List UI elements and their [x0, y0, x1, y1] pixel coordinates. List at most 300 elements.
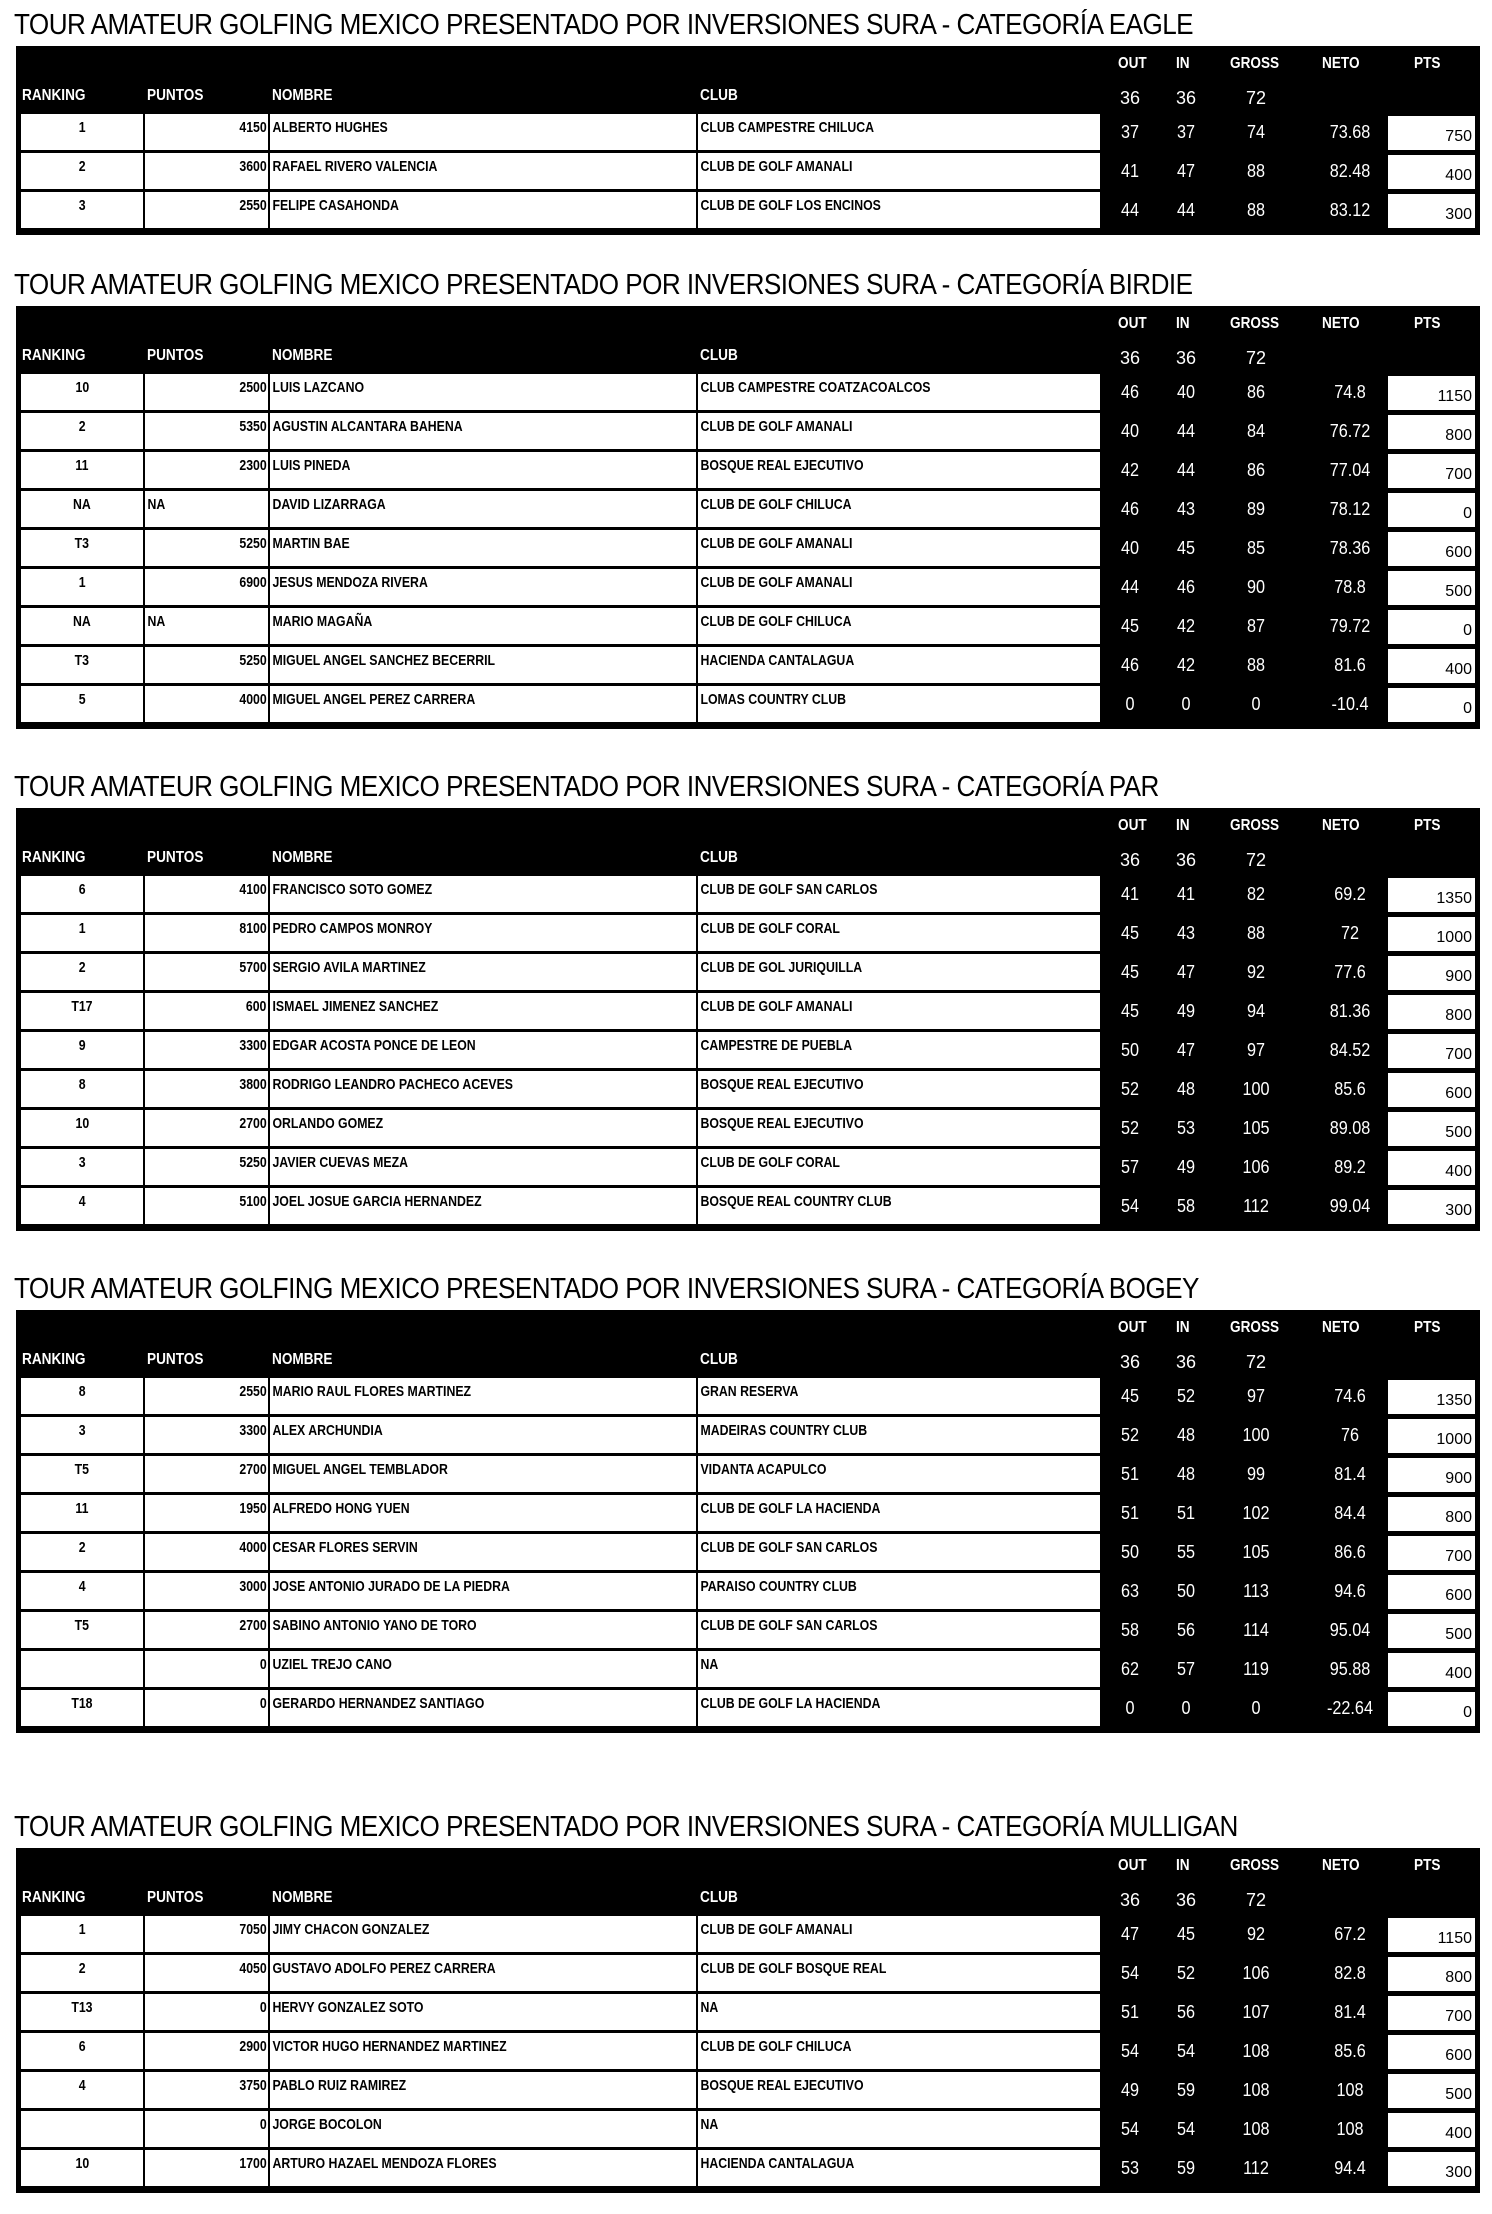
header-gross: GROSS: [1230, 315, 1280, 332]
out-score: 57: [1120, 1157, 1140, 1177]
club-cell: [698, 2072, 1100, 2108]
header-par-gross: 72: [1245, 88, 1267, 108]
puntos-cell: [145, 1188, 268, 1224]
gross-score: 92: [1246, 962, 1266, 982]
puntos-cell: [145, 1573, 268, 1609]
puntos-cell-text: 0: [259, 1999, 267, 2016]
club-cell: [698, 1651, 1100, 1687]
header-par-out: 36: [1119, 348, 1141, 368]
neto-score: 108: [1336, 2119, 1364, 2139]
player-name-cell-text: UZIEL TREJO CANO: [272, 1656, 392, 1673]
out-score: 46: [1120, 382, 1140, 402]
puntos-cell: [145, 1690, 268, 1726]
ranking-cell-text: 2: [78, 418, 86, 435]
table-row: [16, 114, 1480, 153]
pts-cell: [1388, 1692, 1475, 1726]
ranking-cell: [21, 993, 143, 1029]
neto-score: 95.04: [1329, 1620, 1371, 1640]
player-name-cell: [270, 1612, 696, 1648]
out-score: 45: [1120, 962, 1140, 982]
player-name-cell: [270, 647, 696, 683]
player-name-cell-text: MARTIN BAE: [272, 535, 350, 552]
ranking-cell: [21, 1456, 143, 1492]
club-cell-text: CAMPESTRE DE PUEBLA: [700, 1037, 853, 1054]
neto-score: 86.6: [1334, 1542, 1366, 1562]
club-cell-text: CLUB DE GOLF AMANALI: [700, 1921, 853, 1938]
gross-score: 97: [1246, 1040, 1266, 1060]
player-name-cell: [270, 2072, 696, 2108]
player-name-cell-text: ARTURO HAZAEL MENDOZA FLORES: [272, 2155, 497, 2172]
puntos-cell: [145, 608, 268, 644]
club-cell: [698, 1110, 1100, 1146]
club-cell: [698, 491, 1100, 527]
neto-score: 77.04: [1329, 460, 1371, 480]
player-name-cell: [270, 876, 696, 912]
category-title: TOUR AMATEUR GOLFING MEXICO PRESENTADO POR INVERSIONES SURA - CATEGORÍA BOGEY: [14, 1273, 1199, 1305]
puntos-cell: [145, 686, 268, 722]
ranking-cell: [21, 1188, 143, 1224]
ranking-cell-text: 8: [78, 1383, 86, 1400]
player-name-cell: [270, 1916, 696, 1952]
header-club: CLUB: [700, 87, 738, 104]
pts-cell: [1388, 956, 1475, 990]
out-score: 53: [1120, 2158, 1140, 2178]
player-name-cell-text: SERGIO AVILA MARTINEZ: [272, 959, 426, 976]
header-par-out: 36: [1119, 1890, 1141, 1910]
ranking-cell: [21, 1955, 143, 1991]
gross-score: 74: [1246, 122, 1266, 142]
table-row: [16, 1612, 1480, 1651]
club-cell: [698, 608, 1100, 644]
pts-cell: [1388, 1380, 1475, 1414]
table-row: [16, 608, 1480, 647]
pts-cell: [1388, 1073, 1475, 1107]
pts-cell: [1388, 1996, 1475, 2030]
table-row: [16, 413, 1480, 452]
pts-cell: [1388, 532, 1475, 566]
out-score: 40: [1120, 421, 1140, 441]
pts-cell: [1388, 995, 1475, 1029]
header-gross: GROSS: [1230, 55, 1280, 72]
gross-score: 89: [1246, 499, 1266, 519]
header-gross: GROSS: [1230, 817, 1280, 834]
in-score: 43: [1176, 923, 1196, 943]
pts-value: 750: [1445, 128, 1472, 145]
puntos-cell-text: 2700: [238, 1617, 267, 1634]
neto-score: 78.8: [1334, 577, 1366, 597]
header-par-in: 36: [1175, 88, 1197, 108]
gross-score: 105: [1242, 1542, 1270, 1562]
club-cell-text: CLUB DE GOLF LA HACIENDA: [700, 1500, 881, 1517]
neto-score: 89.2: [1334, 1157, 1366, 1177]
gross-score: 82: [1246, 884, 1266, 904]
neto-score: 78.36: [1329, 538, 1371, 558]
out-score: 49: [1120, 2080, 1140, 2100]
club-cell: [698, 1916, 1100, 1952]
club-cell: [698, 647, 1100, 683]
puntos-cell: [145, 1456, 268, 1492]
puntos-cell: [145, 2033, 268, 2069]
puntos-cell: [145, 1994, 268, 2030]
header-club: CLUB: [700, 347, 738, 364]
player-name-cell-text: JESUS MENDOZA RIVERA: [272, 574, 428, 591]
puntos-cell-text: 5350: [238, 418, 267, 435]
category-title: TOUR AMATEUR GOLFING MEXICO PRESENTADO POR INVERSIONES SURA - CATEGORÍA MULLIGAN: [14, 1811, 1238, 1843]
puntos-cell: [145, 1417, 268, 1453]
player-name-cell: [270, 413, 696, 449]
pts-cell: [1388, 1918, 1475, 1952]
table-row: [16, 993, 1480, 1032]
ranking-cell: [21, 876, 143, 912]
header-par-gross: 72: [1245, 348, 1267, 368]
in-score: 0: [1181, 694, 1191, 714]
gross-score: 0: [1251, 1698, 1261, 1718]
puntos-cell-text: NA: [147, 496, 166, 513]
pts-value: 400: [1445, 2125, 1472, 2142]
puntos-cell: [145, 530, 268, 566]
header-club: CLUB: [700, 1889, 738, 1906]
player-name-cell-text: EDGAR ACOSTA PONCE DE LEON: [272, 1037, 476, 1054]
pts-value: 700: [1445, 1046, 1472, 1063]
player-name-cell: [270, 1955, 696, 1991]
out-score: 45: [1120, 616, 1140, 636]
gross-score: 105: [1242, 1118, 1270, 1138]
puntos-cell: [145, 2111, 268, 2147]
header-ranking: RANKING: [22, 1889, 86, 1906]
puntos-cell-text: 8100: [238, 920, 267, 937]
ranking-cell-text: 2: [78, 158, 86, 175]
player-name-cell: [270, 1188, 696, 1224]
puntos-cell-text: 5250: [238, 652, 267, 669]
puntos-cell-text: 6900: [238, 574, 267, 591]
neto-score: 94.6: [1334, 1581, 1366, 1601]
pts-cell: [1388, 1497, 1475, 1531]
table-header: [16, 306, 1480, 374]
player-name-cell-text: MIGUEL ANGEL PEREZ CARRERA: [272, 691, 476, 708]
pts-value: 700: [1445, 2008, 1472, 2025]
player-name-cell: [270, 114, 696, 150]
pts-cell: [1388, 194, 1475, 228]
gross-score: 113: [1243, 1581, 1269, 1601]
player-name-cell-text: JOEL JOSUE GARCIA HERNANDEZ: [272, 1193, 482, 1210]
category-title: TOUR AMATEUR GOLFING MEXICO PRESENTADO POR INVERSIONES SURA - CATEGORÍA EAGLE: [14, 9, 1194, 41]
gross-score: 92: [1246, 1924, 1266, 1944]
player-name-cell-text: RODRIGO LEANDRO PACHECO ACEVES: [272, 1076, 514, 1093]
table-row: [16, 915, 1480, 954]
header-club: CLUB: [700, 1351, 738, 1368]
neto-score: 84.4: [1334, 1503, 1366, 1523]
ranking-cell-text: 1: [78, 574, 86, 591]
puntos-cell: [145, 1032, 268, 1068]
player-name-cell: [270, 2033, 696, 2069]
club-cell-text: CLUB DE GOLF CHILUCA: [700, 496, 852, 513]
player-name-cell-text: MIGUEL ANGEL SANCHEZ BECERRIL: [272, 652, 496, 669]
ranking-cell-text: T18: [71, 1695, 93, 1712]
in-score: 58: [1176, 1196, 1196, 1216]
player-name-cell: [270, 1994, 696, 2030]
pts-value: 500: [1445, 2086, 1472, 2103]
table-row: [16, 1534, 1480, 1573]
club-cell: [698, 954, 1100, 990]
pts-cell: [1388, 2152, 1475, 2186]
category-section: [0, 1270, 1492, 1735]
pts-cell: [1388, 2035, 1475, 2069]
in-score: 45: [1176, 538, 1196, 558]
ranking-cell-text: 9: [78, 1037, 86, 1054]
club-cell-text: CLUB DE GOLF CHILUCA: [700, 2038, 852, 2055]
puntos-cell-text: 4050: [238, 1960, 267, 1977]
pts-cell: [1388, 1419, 1475, 1453]
out-score: 63: [1120, 1581, 1140, 1601]
ranking-cell: [21, 1690, 143, 1726]
in-score: 54: [1176, 2041, 1196, 2061]
results-table: [16, 1848, 1480, 2193]
puntos-cell: [145, 1071, 268, 1107]
puntos-cell: [145, 491, 268, 527]
club-cell-text: BOSQUE REAL EJECUTIVO: [700, 2077, 864, 2094]
in-score: 54: [1176, 2119, 1196, 2139]
player-name-cell: [270, 1495, 696, 1531]
gross-score: 86: [1246, 460, 1266, 480]
out-score: 52: [1120, 1425, 1140, 1445]
club-cell-text: CLUB CAMPESTRE CHILUCA: [700, 119, 875, 136]
neto-score: 108: [1336, 2080, 1364, 2100]
out-score: 37: [1120, 122, 1140, 142]
in-score: 47: [1176, 1040, 1196, 1060]
out-score: 54: [1120, 2041, 1140, 2061]
puntos-cell-text: 3000: [238, 1578, 267, 1595]
table-row: [16, 1994, 1480, 2033]
player-name-cell-text: HERVY GONZALEZ SOTO: [272, 1999, 424, 2016]
pts-cell: [1388, 454, 1475, 488]
club-cell: [698, 1071, 1100, 1107]
player-name-cell: [270, 1573, 696, 1609]
pts-cell: [1388, 376, 1475, 410]
table-row: [16, 954, 1480, 993]
header-nombre: NOMBRE: [272, 347, 333, 364]
header-out: OUT: [1118, 1319, 1147, 1336]
in-score: 44: [1176, 200, 1196, 220]
ranking-cell: [21, 915, 143, 951]
puntos-cell: [145, 2150, 268, 2186]
table-row: [16, 2150, 1480, 2189]
club-cell-text: PARAISO COUNTRY CLUB: [700, 1578, 857, 1595]
pts-value: 0: [1463, 700, 1472, 717]
table-row: [16, 452, 1480, 491]
ranking-cell-text: 6: [78, 2038, 86, 2055]
club-cell: [698, 1378, 1100, 1414]
in-score: 56: [1176, 1620, 1196, 1640]
player-name-cell-text: MARIO RAUL FLORES MARTINEZ: [272, 1383, 472, 1400]
table-row: [16, 2072, 1480, 2111]
neto-score: -10.4: [1331, 694, 1369, 714]
ranking-cell: [21, 114, 143, 150]
pts-cell: [1388, 1575, 1475, 1609]
in-score: 44: [1176, 421, 1196, 441]
table-row: [16, 1378, 1480, 1417]
ranking-cell-text: T5: [74, 1461, 90, 1478]
ranking-cell: [21, 1994, 143, 2030]
ranking-cell-text: 1: [78, 920, 86, 937]
pts-value: 300: [1445, 206, 1472, 223]
ranking-cell: [21, 491, 143, 527]
club-cell: [698, 569, 1100, 605]
pts-value: 800: [1445, 1007, 1472, 1024]
header-in: IN: [1176, 1319, 1190, 1336]
ranking-cell: [21, 1149, 143, 1185]
neto-score: 89.08: [1329, 1118, 1371, 1138]
club-cell: [698, 1188, 1100, 1224]
table-row: [16, 1032, 1480, 1071]
club-cell-text: CLUB DE GOLF AMANALI: [700, 998, 853, 1015]
puntos-cell-text: 5250: [238, 535, 267, 552]
table-row: [16, 1651, 1480, 1690]
ranking-cell: [21, 1573, 143, 1609]
gross-score: 88: [1246, 200, 1266, 220]
table-row: [16, 1456, 1480, 1495]
puntos-cell: [145, 1495, 268, 1531]
gross-score: 106: [1242, 1157, 1270, 1177]
puntos-cell-text: NA: [147, 613, 166, 630]
out-score: 42: [1120, 460, 1140, 480]
gross-score: 107: [1242, 2002, 1270, 2022]
table-row: [16, 1955, 1480, 1994]
player-name-cell-text: MARIO MAGAÑA: [272, 613, 373, 630]
club-cell-text: VIDANTA ACAPULCO: [700, 1461, 827, 1478]
ranking-cell: [21, 153, 143, 189]
club-cell-text: BOSQUE REAL EJECUTIVO: [700, 1115, 864, 1132]
player-name-cell-text: JAVIER CUEVAS MEZA: [272, 1154, 409, 1171]
puntos-cell-text: 600: [245, 998, 267, 1015]
header-out: OUT: [1118, 315, 1147, 332]
ranking-cell-text: 10: [75, 379, 89, 396]
player-name-cell: [270, 452, 696, 488]
pts-cell: [1388, 1458, 1475, 1492]
puntos-cell-text: 2300: [238, 457, 267, 474]
table-row: [16, 1110, 1480, 1149]
neto-score: 85.6: [1334, 1079, 1366, 1099]
header-par-out: 36: [1119, 88, 1141, 108]
gross-score: 99: [1246, 1464, 1266, 1484]
pts-value: 800: [1445, 427, 1472, 444]
neto-score: 84.52: [1329, 1040, 1371, 1060]
in-score: 47: [1176, 161, 1196, 181]
header-par-gross: 72: [1245, 1890, 1267, 1910]
header-ranking: RANKING: [22, 1351, 86, 1368]
header-neto: NETO: [1322, 1857, 1360, 1874]
in-score: 44: [1176, 460, 1196, 480]
puntos-cell-text: 7050: [238, 1921, 267, 1938]
gross-score: 88: [1246, 161, 1266, 181]
out-score: 44: [1120, 577, 1140, 597]
table-row: [16, 1690, 1480, 1729]
puntos-cell-text: 2550: [238, 197, 267, 214]
neto-score: 78.12: [1329, 499, 1371, 519]
club-cell-text: GRAN RESERVA: [700, 1383, 799, 1400]
gross-score: 88: [1246, 655, 1266, 675]
table-row: [16, 1495, 1480, 1534]
ranking-cell: [21, 2150, 143, 2186]
ranking-cell-text: 4: [78, 1193, 86, 1210]
puntos-cell-text: 2550: [238, 1383, 267, 1400]
club-cell-text: BOSQUE REAL EJECUTIVO: [700, 457, 864, 474]
header-neto: NETO: [1322, 817, 1360, 834]
pts-value: 1150: [1437, 1930, 1472, 1947]
pts-value: 1000: [1436, 929, 1472, 946]
pts-cell: [1388, 415, 1475, 449]
out-score: 45: [1120, 923, 1140, 943]
club-cell: [698, 1534, 1100, 1570]
table-row: [16, 1573, 1480, 1612]
club-cell: [698, 114, 1100, 150]
player-name-cell: [270, 1110, 696, 1146]
club-cell: [698, 1456, 1100, 1492]
club-cell: [698, 413, 1100, 449]
in-score: 0: [1181, 1698, 1191, 1718]
header-gross: GROSS: [1230, 1319, 1280, 1336]
out-score: 46: [1120, 655, 1140, 675]
table-row: [16, 1071, 1480, 1110]
pts-cell: [1388, 1112, 1475, 1146]
header-neto: NETO: [1322, 55, 1360, 72]
table-row: [16, 2111, 1480, 2150]
table-row: [16, 1149, 1480, 1188]
player-name-cell: [270, 491, 696, 527]
header-out: OUT: [1118, 817, 1147, 834]
ranking-cell-text: 2: [78, 1539, 86, 1556]
pts-value: 1350: [1436, 890, 1472, 907]
club-cell-text: CLUB DE GOLF AMANALI: [700, 418, 853, 435]
pts-cell: [1388, 1614, 1475, 1648]
ranking-cell-text: 2: [78, 959, 86, 976]
gross-score: 90: [1246, 577, 1266, 597]
in-score: 41: [1176, 884, 1196, 904]
player-name-cell-text: ALBERTO HUGHES: [272, 119, 388, 136]
pts-value: 400: [1445, 661, 1472, 678]
in-score: 48: [1176, 1079, 1196, 1099]
header-in: IN: [1176, 315, 1190, 332]
puntos-cell-text: 2700: [238, 1461, 267, 1478]
ranking-cell: [21, 413, 143, 449]
header-nombre: NOMBRE: [272, 87, 333, 104]
gross-score: 119: [1243, 1659, 1269, 1679]
in-score: 52: [1176, 1963, 1196, 1983]
club-cell-text: CLUB DE GOLF CORAL: [700, 920, 840, 937]
table-header: [16, 808, 1480, 876]
player-name-cell: [270, 374, 696, 410]
pts-value: 500: [1445, 1124, 1472, 1141]
ranking-cell: [21, 1916, 143, 1952]
ranking-cell: [21, 1071, 143, 1107]
out-score: 51: [1120, 1503, 1140, 1523]
pts-value: 600: [1445, 1587, 1472, 1604]
gross-score: 106: [1242, 1963, 1270, 1983]
club-cell: [698, 915, 1100, 951]
in-score: 56: [1176, 2002, 1196, 2022]
puntos-cell: [145, 915, 268, 951]
ranking-cell: [21, 954, 143, 990]
club-cell-text: CLUB DE GOLF LA HACIENDA: [700, 1695, 881, 1712]
neto-score: 72: [1340, 923, 1360, 943]
club-cell-text: BOSQUE REAL COUNTRY CLUB: [700, 1193, 892, 1210]
header-par-in: 36: [1175, 1890, 1197, 1910]
club-cell-text: NA: [700, 1656, 719, 1673]
neto-score: 73.68: [1329, 122, 1371, 142]
club-cell-text: CLUB DE GOL JURIQUILLA: [700, 959, 863, 976]
ranking-cell: [21, 2033, 143, 2069]
puntos-cell: [145, 1916, 268, 1952]
pts-cell: [1388, 688, 1475, 722]
